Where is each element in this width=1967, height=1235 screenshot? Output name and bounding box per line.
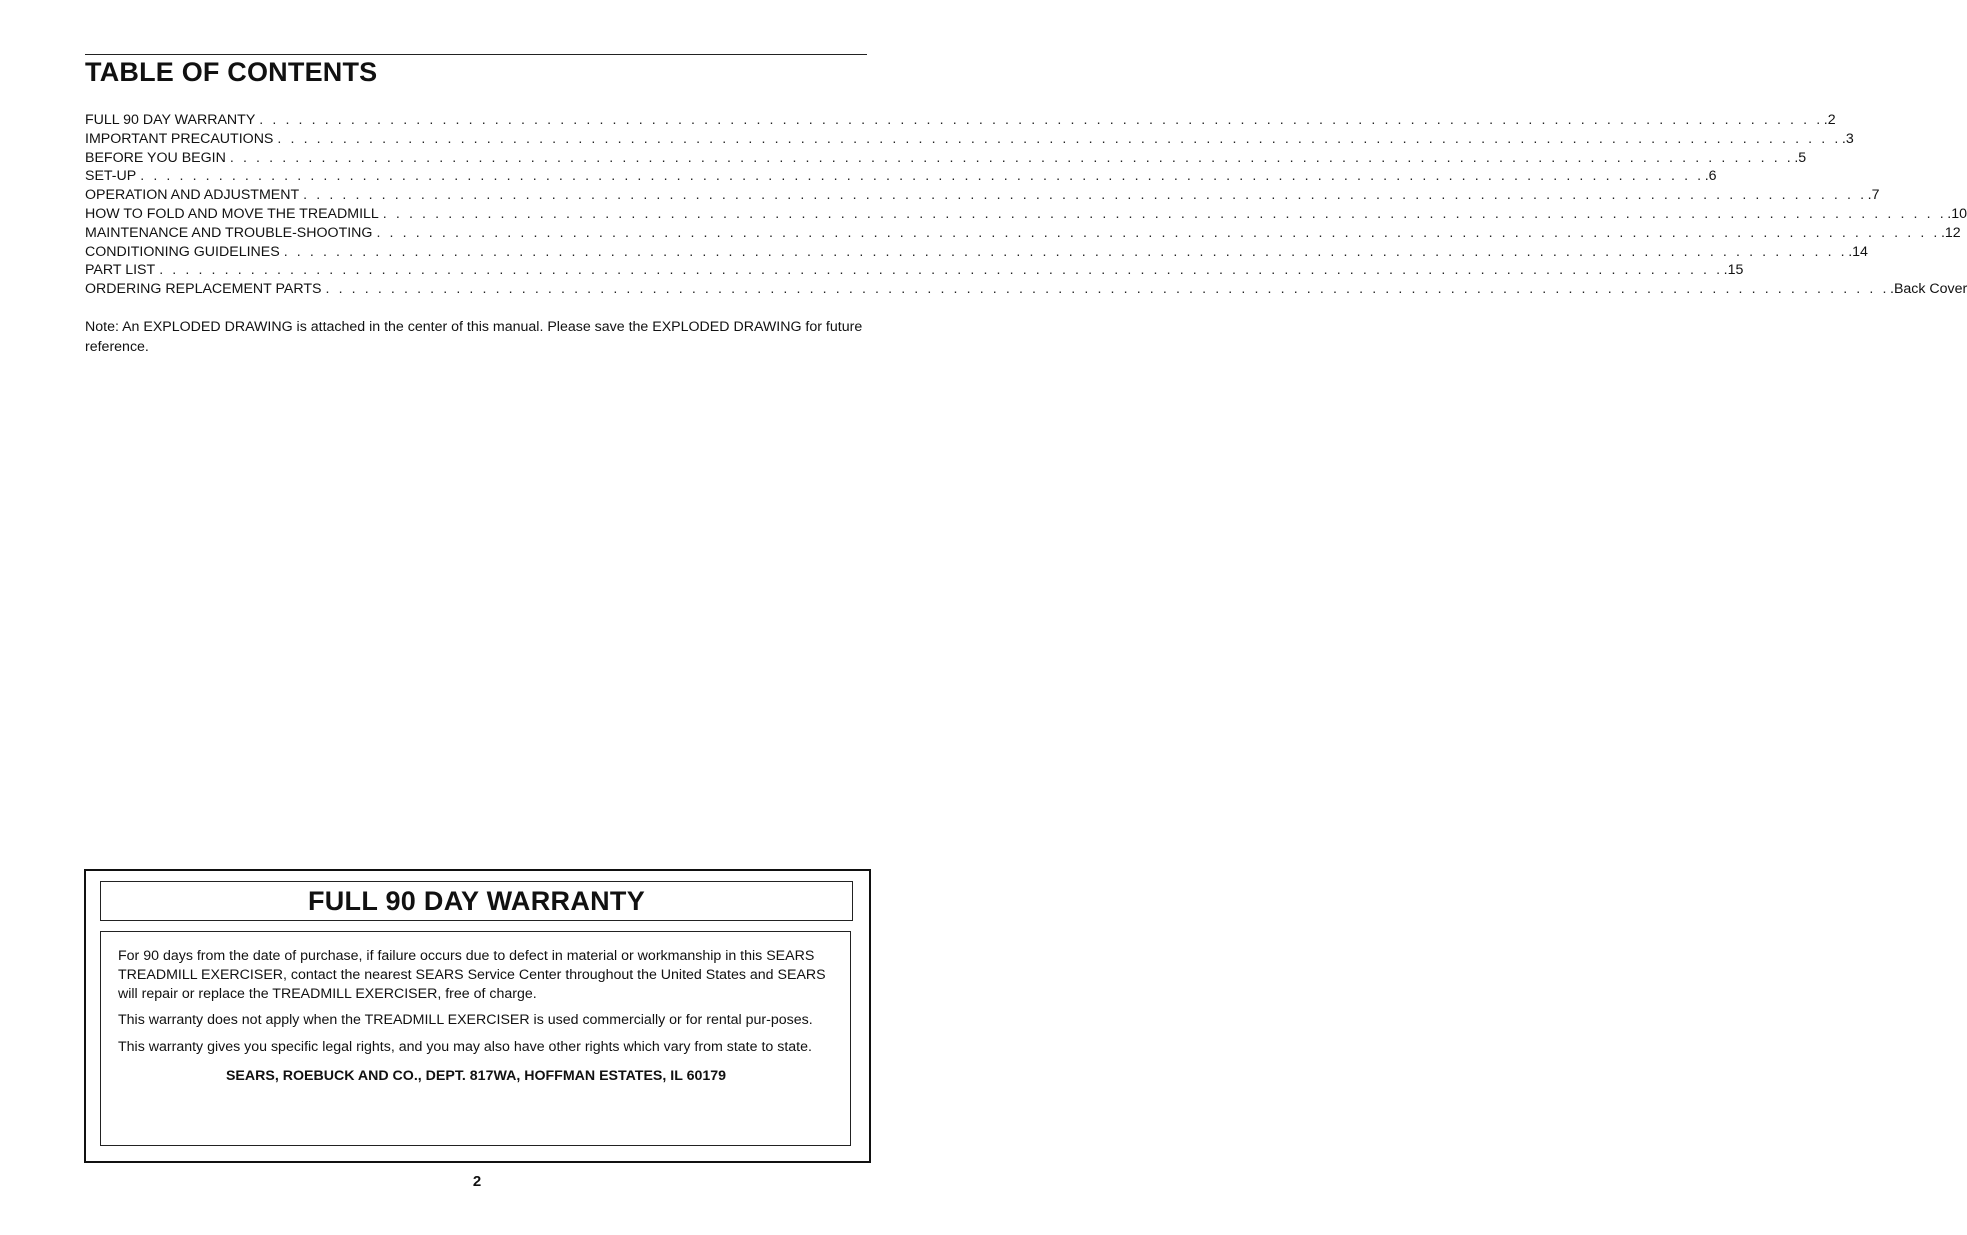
warranty-box [84, 869, 871, 1163]
toc-entry-label: BEFORE YOU BEGIN [85, 149, 226, 166]
toc-leader-dots: . . . . . . . . . . . . . . . . . . . . . . . . . . . . . . . . . . . . . . . . . . . . . . . . . . . . . . . . . . . . . . . . . . . . . . . . . . . . . . . . . . . . . . . . . . . . . . . . . . . . . . . . . . . . . . . . . . . . . . . . [159, 262, 1723, 279]
exploded-drawing-note: Note: An EXPLODED DRAWING is attached in the center of this manual. Please save the EXPLODED DRAWING for future reference. [85, 319, 863, 355]
toc-entry-label: PART LIST [85, 262, 156, 279]
top-rule [85, 54, 867, 55]
toc-entry[interactable] [85, 280, 1967, 299]
toc-entry-label: OPERATION AND ADJUSTMENT [85, 187, 300, 204]
toc-leader-dots: . . . . . . . . . . . . . . . . . . . . . . . . . . . . . . . . . . . . . . . . . . . . . . . . . . . . . . . . . . . . . . . . . . . . . . . . . . . . . . . . . . . . . . . . . . . . . . . . . . . . . . . . . . . . . . . . . . . . . . . . [325, 281, 1889, 298]
toc-entry-label: MAINTENANCE AND TROUBLE-SHOOTING [85, 224, 373, 241]
warranty-paragraph: This warranty gives you specific legal rights, and you may also have other rights which vary from state to state. [118, 1039, 812, 1056]
warranty-header [100, 881, 853, 921]
toc-entry[interactable] [85, 167, 1717, 186]
toc-entry[interactable] [85, 186, 1880, 205]
toc-entry-label: CONDITIONING GUIDELINES [85, 243, 280, 260]
toc-entry-page: .10 [1947, 205, 1967, 222]
toc-leader-dots: . . . . . . . . . . . . . . . . . . . . . . . . . . . . . . . . . . . . . . . . . . . . . . . . . . . . . . . . . . . . . . . . . . . . . . . . . . . . . . . . . . . . . . . . . . . . . . . . . . . . . . . . . . . . . . . . . . . . . . . . [382, 205, 1947, 222]
toc-entry[interactable] [85, 205, 1967, 224]
toc-entry[interactable] [85, 243, 1868, 262]
toc-entry[interactable] [85, 261, 1744, 280]
toc-entry-page: .5 [1794, 149, 1807, 166]
toc-entry-page: .6 [1704, 168, 1717, 185]
warranty-body [100, 931, 851, 1146]
toc-leader-dots: . . . . . . . . . . . . . . . . . . . . . . . . . . . . . . . . . . . . . . . . . . . . . . . . . . . . . . . . . . . . . . . . . . . . . . . . . . . . . . . . . . . . . . . . . . . . . . . . . . . . . . . . . . . . . . . . . . . . . . . . [283, 243, 1848, 260]
toc-entry[interactable] [85, 111, 1836, 130]
page-number: 2 [472, 1173, 482, 1190]
toc-entry-page: .12 [1940, 224, 1961, 241]
toc-leader-dots: . . . . . . . . . . . . . . . . . . . . . . . . . . . . . . . . . . . . . . . . . . . . . . . . . . . . . . . . . . . . . . . . . . . . . . . . . . . . . . . . . . . . . . . . . . . . . . . . . . . . . . . . . . . . . . . . . . . . . . . . [229, 149, 1794, 166]
toc-leader-dots: . . . . . . . . . . . . . . . . . . . . . . . . . . . . . . . . . . . . . . . . . . . . . . . . . . . . . . . . . . . . . . . . . . . . . . . . . . . . . . . . . . . . . . . . . . . . . . . . . . . . . . . . . . . . . . . . . . . . . . . . [259, 112, 1823, 128]
toc-entry[interactable] [85, 130, 1854, 149]
toc-entry-page: .Back Cover [1890, 281, 1967, 298]
toc-leader-dots: . . . . . . . . . . . . . . . . . . . . . . . . . . . . . . . . . . . . . . . . . . . . . . . . . . . . . . . . . . . . . . . . . . . . . . . . . . . . . . . . . . . . . . . . . . . . . . . . . . . . . . . . . . . . . . . . . . . . . . . . [303, 187, 1867, 204]
toc-entry[interactable] [85, 224, 1961, 243]
toc-entry-page: .7 [1867, 187, 1880, 204]
toc-entry-label: SET-UP [85, 168, 137, 185]
toc-leader-dots: . . . . . . . . . . . . . . . . . . . . . . . . . . . . . . . . . . . . . . . . . . . . . . . . . . . . . . . . . . . . . . . . . . . . . . . . . . . . . . . . . . . . . . . . . . . . . . . . . . . . . . . . . . . . . . . . . . . . . . . . [140, 168, 1704, 185]
warranty-address: SEARS, ROEBUCK AND CO., DEPT. 817WA, HOFFMAN ESTATES, IL 60179 [225, 1067, 727, 1084]
toc-entry-label: IMPORTANT PRECAUTIONS [85, 130, 274, 147]
toc-entry[interactable] [85, 149, 1807, 168]
toc-entry-page: .2 [1823, 112, 1836, 128]
warranty-title: FULL 90 DAY WARRANTY [307, 885, 646, 916]
toc-entry-page: .14 [1848, 243, 1868, 260]
toc-leader-dots: . . . . . . . . . . . . . . . . . . . . . . . . . . . . . . . . . . . . . . . . . . . . . . . . . . . . . . . . . . . . . . . . . . . . . . . . . . . . . . . . . . . . . . . . . . . . . . . . . . . . . . . . . . . . . . . . . . . . . . . . [277, 130, 1841, 147]
warranty-paragraph: This warranty does not apply when the TREADMILL EXERCISER is used commercially or for rental pur-poses. [118, 1012, 813, 1029]
toc-entry-label: ORDERING REPLACEMENT PARTS [85, 281, 322, 298]
toc-list [85, 111, 1967, 299]
toc-entry-label: FULL 90 DAY WARRANTY [85, 112, 256, 128]
toc-entry-page: .3 [1841, 130, 1854, 147]
toc-entry-label: HOW TO FOLD AND MOVE THE TREADMILL [85, 205, 379, 222]
toc-entry-page: .15 [1723, 262, 1744, 279]
toc-leader-dots: . . . . . . . . . . . . . . . . . . . . . . . . . . . . . . . . . . . . . . . . . . . . . . . . . . . . . . . . . . . . . . . . . . . . . . . . . . . . . . . . . . . . . . . . . . . . . . . . . . . . . . . . . . . . . . . . . . . . . . . . [376, 224, 1940, 241]
warranty-paragraph: For 90 days from the date of purchase, if failure occurs due to defect in material or workmanship in this SEARS TREADMILL EXERCISER, contact the nearest SEARS Service Center throughout the United States and SEARS will repair or replace the TREADMILL EXERCISER, free of charge. [118, 948, 826, 1002]
toc-title: TABLE OF CONTENTS [85, 57, 378, 87]
